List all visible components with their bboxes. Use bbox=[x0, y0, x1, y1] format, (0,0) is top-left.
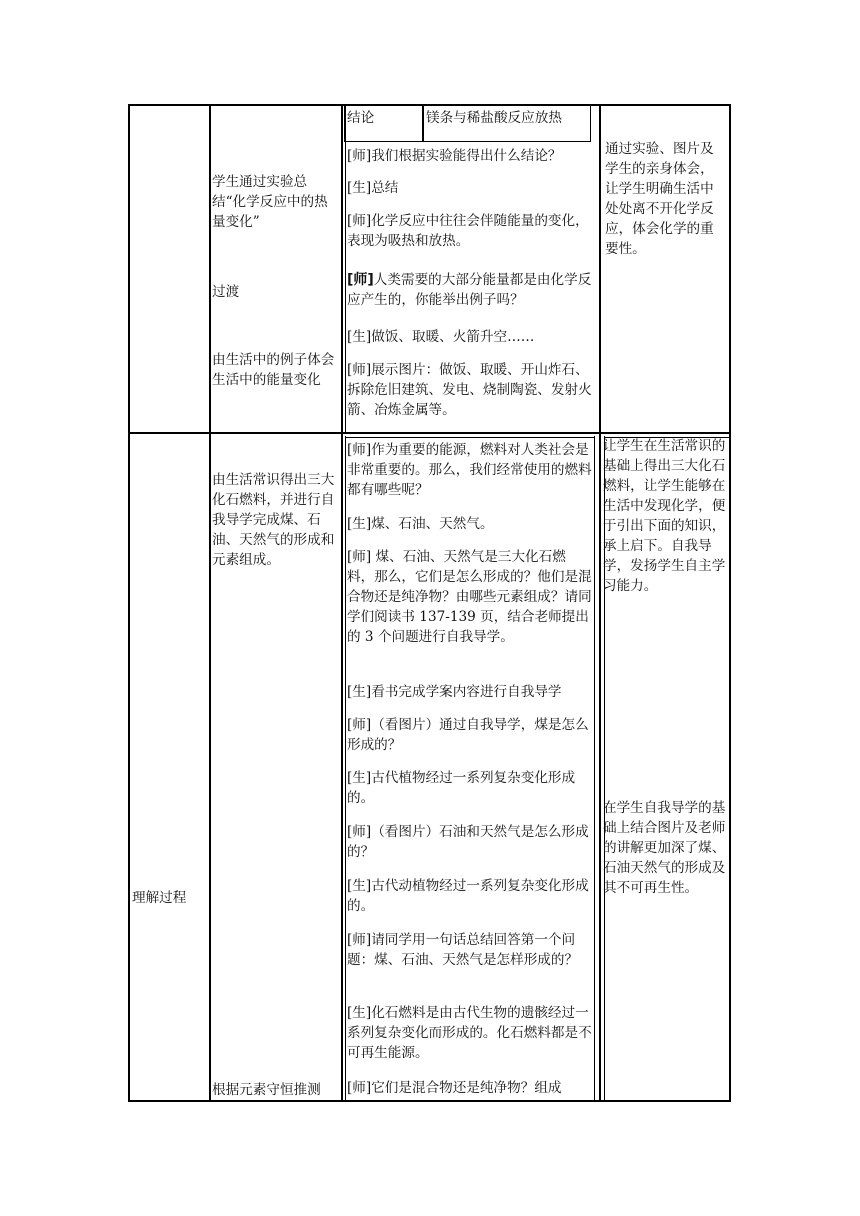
conclusion-label: 结论 bbox=[347, 110, 375, 126]
conclusion-value: 镁条与稀盐酸反应放热 bbox=[426, 110, 562, 126]
column-divider bbox=[341, 104, 343, 1102]
table-right-border bbox=[729, 104, 731, 1102]
dialogue-s2-10: [生]化石燃料是由古代生物的遗骸经过一系列复杂变化而形成的。化石燃料都是不可再生能源。 bbox=[347, 1005, 592, 1061]
column-divider bbox=[209, 104, 211, 1102]
activity-element-conservation: 根据元素守恒推测 bbox=[212, 1082, 321, 1098]
dialogue-s2-3: [师] 煤、石油、天然气是三大化石燃料，那么，它们是怎么形成的？他们是混合物还是纯净物？由哪些元素组成？请同学们阅读书 137-139 页，结合老师提出的 3 个问题进行自我导学。 bbox=[347, 549, 592, 645]
dialogue-s1-5: [生]做饭、取暖、火箭升空…… bbox=[347, 329, 535, 345]
table-left-border bbox=[128, 104, 130, 1102]
intent-s2-1: 让学生在生活常识的基础上得出三大化石燃料，让学生能够在生活中发现化学，便于引出下面的知识，承上启下。自我导学，发扬学生自主学习能力。 bbox=[603, 438, 726, 594]
activity-transition: 过渡 bbox=[212, 284, 240, 300]
dialogue-s1-4-text: 人类需要的大部分能量都是由化学反应产生的，你能举出例子吗？ bbox=[347, 272, 592, 308]
dialogue-s1-6: [师]展示图片：做饭、取暖、开山炸石、拆除危旧建筑、发电、烧制陶瓷、发射火箭、冶炼金属等。 bbox=[347, 362, 592, 418]
dialogue-s1-1: [师]我们根据实验能得出什么结论？ bbox=[347, 148, 562, 164]
row-divider-inner bbox=[345, 437, 595, 438]
conclusion-inner-divider bbox=[422, 104, 424, 142]
teacher-speaker-label: [师] bbox=[347, 272, 374, 288]
column-divider-inner bbox=[345, 104, 346, 432]
dialogue-s2-7: [师]（看图片）石油和天然气是怎么形成的？ bbox=[347, 824, 589, 860]
intent-s2-2: 在学生自我导学的基础上结合图片及老师的讲解更加深了煤、石油天然气的形成及其不可再生性。 bbox=[603, 800, 726, 896]
column-divider bbox=[599, 104, 601, 1102]
dialogue-s1-4 bbox=[347, 270, 593, 310]
dialogue-s2-1: [师]作为重要的能源，燃料对人类社会是非常重要的。那么，我们经常使用的燃料都有哪些呢？ bbox=[347, 442, 592, 498]
dialogue-s2-2: [生]煤、石油、天然气。 bbox=[347, 516, 494, 532]
dialogue-s1-3: [师]化学反应中往往会伴随能量的变化，表现为吸热和放热。 bbox=[347, 213, 589, 249]
dialogue-s1-2: [生]总结 bbox=[347, 180, 399, 196]
row-divider bbox=[128, 432, 731, 434]
dialogue-s2-6: [生]古代植物经过一系列复杂变化形成的。 bbox=[347, 770, 576, 806]
dialogue-s2-9: [师]请同学用一句话总结回答第一个问题：煤、石油、天然气是怎样形成的？ bbox=[347, 932, 579, 968]
activity-life-examples: 由生活中的例子体会生活中的能量变化 bbox=[212, 352, 335, 388]
dialogue-s2-5: [师]（看图片）通过自我导学，煤是怎么形成的？ bbox=[347, 717, 589, 753]
column-divider-inner bbox=[345, 436, 346, 1100]
table-bottom-border bbox=[128, 1100, 731, 1102]
dialogue-s2-4: [生]看书完成学案内容进行自我导学 bbox=[347, 684, 562, 700]
activity-summary: 学生通过实验总结“化学反应中的热量变化” bbox=[212, 174, 328, 230]
dialogue-s2-8: [生]古代动植物经过一系列复杂变化形成的。 bbox=[347, 878, 589, 914]
stage-label: 理解过程 bbox=[132, 890, 187, 906]
dialogue-s2-11: [师]它们是混合物还是纯净物？组成 bbox=[347, 1080, 562, 1096]
intent-s1: 通过实验、图片及学生的亲身体会，让学生明确生活中处处离不开化学反应，体会化学的重要性。 bbox=[605, 141, 714, 257]
activity-fossil-fuels: 由生活常识得出三大化石燃料，并进行自我导学完成煤、石油、天然气的形成和元素组成。 bbox=[212, 472, 335, 568]
column-divider-inner bbox=[594, 436, 595, 1100]
